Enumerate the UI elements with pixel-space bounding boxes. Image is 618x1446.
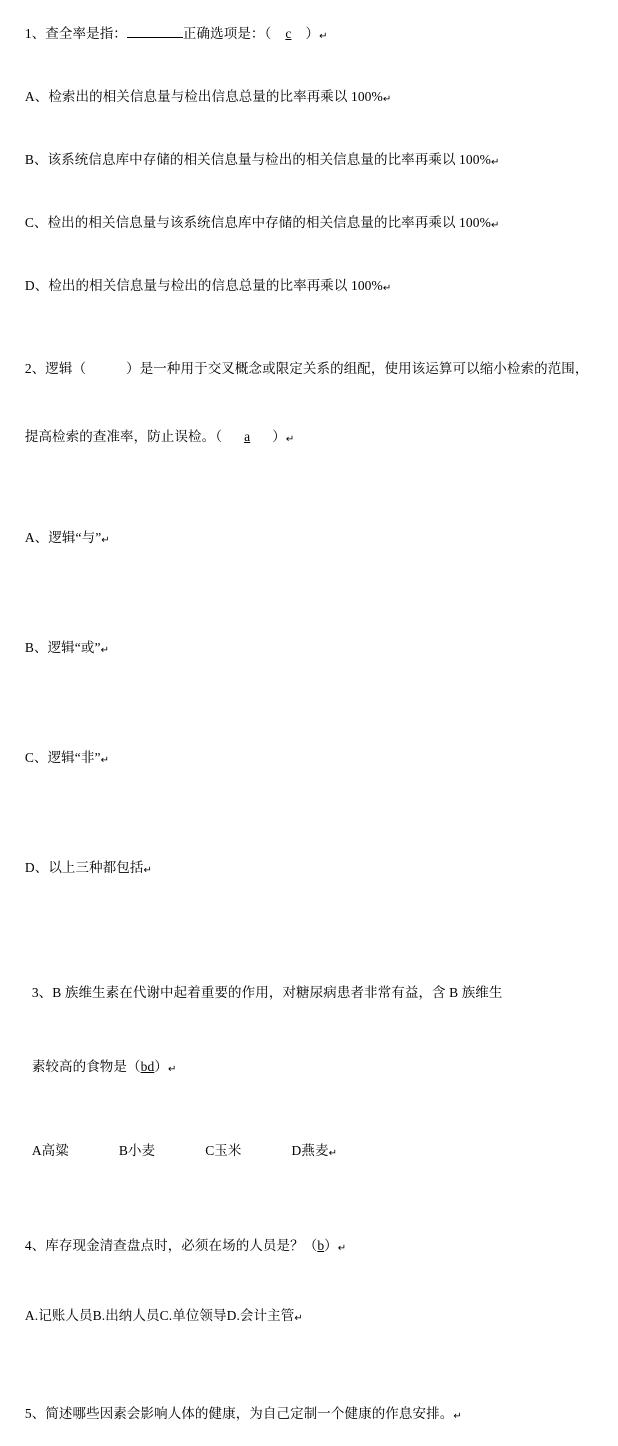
question-2-option-a-mark: ↵ bbox=[101, 535, 110, 546]
question-3-option-a-label: A bbox=[31, 1143, 42, 1158]
spacer-after-q2-b bbox=[4, 946, 610, 960]
question-4-option-d-text: 会计主管 bbox=[239, 1308, 295, 1323]
question-1-option-a-mark: ↵ bbox=[382, 94, 392, 105]
question-5-paragraph-mark: ↵ bbox=[453, 1411, 462, 1422]
question-3-paragraph-mark: ↵ bbox=[167, 1064, 177, 1075]
question-2-option-d bbox=[4, 814, 610, 924]
question-1-option-b-mark: ↵ bbox=[490, 157, 500, 168]
question-3-option-b-text: 小麦 bbox=[127, 1143, 156, 1158]
question-2-option-a-text: 逻辑“与” bbox=[48, 530, 102, 545]
question-2-option-b-mark: ↵ bbox=[100, 645, 110, 656]
question-1-option-b-label: B、 bbox=[24, 152, 48, 167]
question-2-paragraph-mark: ↵ bbox=[285, 434, 295, 445]
question-2-option-b-label: B、 bbox=[24, 640, 48, 655]
question-1-paragraph-mark: ↵ bbox=[319, 31, 328, 42]
question-2-stem-line2-prefix: 提高检索的查准率，防止误检。（ bbox=[24, 429, 223, 444]
question-2-stem-rest: ）是一种用于交叉概念或限定关系的组配，使用该运算可以缩小检索的范围， bbox=[126, 361, 589, 376]
question-3-options bbox=[4, 1118, 610, 1186]
question-2-stem-line-1 bbox=[4, 339, 610, 399]
question-2-option-a bbox=[4, 484, 610, 594]
question-3-option-d-label: D bbox=[291, 1143, 302, 1158]
question-4-option-b-label: B. bbox=[92, 1308, 106, 1323]
question-4-stem-suffix: ） bbox=[324, 1238, 338, 1253]
spacer-after-q1 bbox=[4, 319, 610, 339]
question-1-option-c bbox=[4, 193, 610, 255]
question-2-option-b bbox=[4, 594, 610, 704]
question-1-blank bbox=[127, 24, 183, 38]
question-1-option-b bbox=[4, 130, 610, 192]
question-3-answer: bd bbox=[140, 1059, 155, 1074]
question-4-answer: b bbox=[317, 1238, 325, 1253]
question-1-option-a bbox=[4, 67, 610, 129]
question-1-option-d bbox=[4, 256, 610, 318]
question-4-option-b-text: 出纳人员 bbox=[105, 1308, 160, 1323]
question-1-option-c-text: 检出的相关信息量与该系统信息库中存储的相关信息量的比率再乘以 100% bbox=[47, 215, 491, 230]
question-3-option-a-text: 高粱 bbox=[41, 1143, 69, 1158]
question-4-stem-prefix: 4、库存现金清查盘点时，必须在场的人员是？（ bbox=[24, 1238, 318, 1253]
question-4-options bbox=[4, 1286, 610, 1348]
spacer-q2-options bbox=[4, 470, 610, 484]
question-1-answer: c bbox=[285, 26, 292, 41]
question-3 bbox=[4, 960, 610, 1186]
question-1-stem-end: ） bbox=[305, 26, 320, 41]
question-2-stem-line2-suffix: ） bbox=[272, 429, 286, 444]
question-4-paragraph-mark: ↵ bbox=[337, 1243, 347, 1254]
question-2-option-a-label: A、 bbox=[24, 530, 49, 545]
question-4-option-c-label: C. bbox=[159, 1308, 173, 1323]
question-3-stem-line1-text: 3、B 族维生素在代谢中起着重要的作用，对糖尿病患者非常有益，含 B 族维生 bbox=[31, 985, 503, 1000]
question-5-stem-text: 5、简述哪些因素会影响人体的健康，为自己定制一个健康的作息安排。 bbox=[24, 1406, 454, 1421]
question-4-option-d-label: D. bbox=[226, 1308, 240, 1323]
question-4-options-mark: ↵ bbox=[294, 1313, 303, 1324]
question-2-option-d-label: D、 bbox=[24, 860, 49, 875]
question-1-stem-suffix: 正确选项是：（ bbox=[182, 26, 272, 41]
spacer-after-q2 bbox=[4, 924, 610, 946]
question-2-option-d-text: 以上三种都包括 bbox=[48, 860, 144, 875]
question-3-option-d-text: 燕麦 bbox=[301, 1143, 329, 1158]
question-1-option-c-mark: ↵ bbox=[490, 220, 500, 231]
question-2-option-c-label: C、 bbox=[24, 750, 48, 765]
question-3-option-c-label: C bbox=[205, 1143, 215, 1158]
question-1-option-d-label: D、 bbox=[24, 278, 49, 293]
question-2-option-b-text: 逻辑“或” bbox=[47, 640, 101, 655]
question-3-option-c-text: 玉米 bbox=[214, 1143, 242, 1158]
question-2-option-d-mark: ↵ bbox=[143, 865, 152, 876]
question-3-stem-line2-prefix: 素较高的食物是（ bbox=[31, 1059, 141, 1074]
spacer-after-q3 bbox=[4, 1186, 610, 1208]
question-2-option-c-text: 逻辑“非” bbox=[47, 750, 101, 765]
question-3-options-mark: ↵ bbox=[328, 1148, 338, 1159]
spacer-after-q4 bbox=[4, 1348, 610, 1370]
question-1-option-d-mark: ↵ bbox=[382, 283, 392, 294]
question-2-stem-prefix: 2、逻辑（ bbox=[24, 361, 87, 376]
question-1-option-c-label: C、 bbox=[24, 215, 48, 230]
question-1-option-b-text: 该系统信息库中存储的相关信息量与检出的相关信息量的比率再乘以 100% bbox=[47, 152, 491, 167]
question-1-stem-prefix: 1、查全率是指： bbox=[24, 26, 127, 41]
question-1-option-a-text: 检索出的相关信息量与检出信息总量的比率再乘以 100% bbox=[48, 89, 383, 104]
question-4-option-c-text: 单位领导 bbox=[172, 1308, 227, 1323]
question-4-stem bbox=[4, 1216, 610, 1278]
question-3-stem-line-1 bbox=[4, 960, 610, 1026]
question-2-option-c-mark: ↵ bbox=[100, 755, 110, 766]
question-1-stem bbox=[4, 4, 610, 66]
question-4-option-a-label: A. bbox=[24, 1308, 39, 1323]
question-3-option-b-label: B bbox=[118, 1143, 128, 1158]
question-5-stem bbox=[4, 1384, 610, 1446]
question-3-stem-line2-suffix: ） bbox=[154, 1059, 168, 1074]
spacer-after-q3-b bbox=[4, 1208, 610, 1216]
question-2-option-c bbox=[4, 704, 610, 814]
question-3-stem-line-2 bbox=[4, 1034, 610, 1102]
question-4-option-a-text: 记账人员 bbox=[38, 1308, 93, 1323]
question-1-option-d-text: 检出的相关信息量与检出的信息总量的比率再乘以 100% bbox=[48, 278, 383, 293]
question-1-option-a-label: A、 bbox=[24, 89, 49, 104]
question-2-answer: a bbox=[244, 429, 251, 444]
question-2-stem-line-2 bbox=[4, 407, 610, 469]
spacer-after-q4-b bbox=[4, 1370, 610, 1384]
